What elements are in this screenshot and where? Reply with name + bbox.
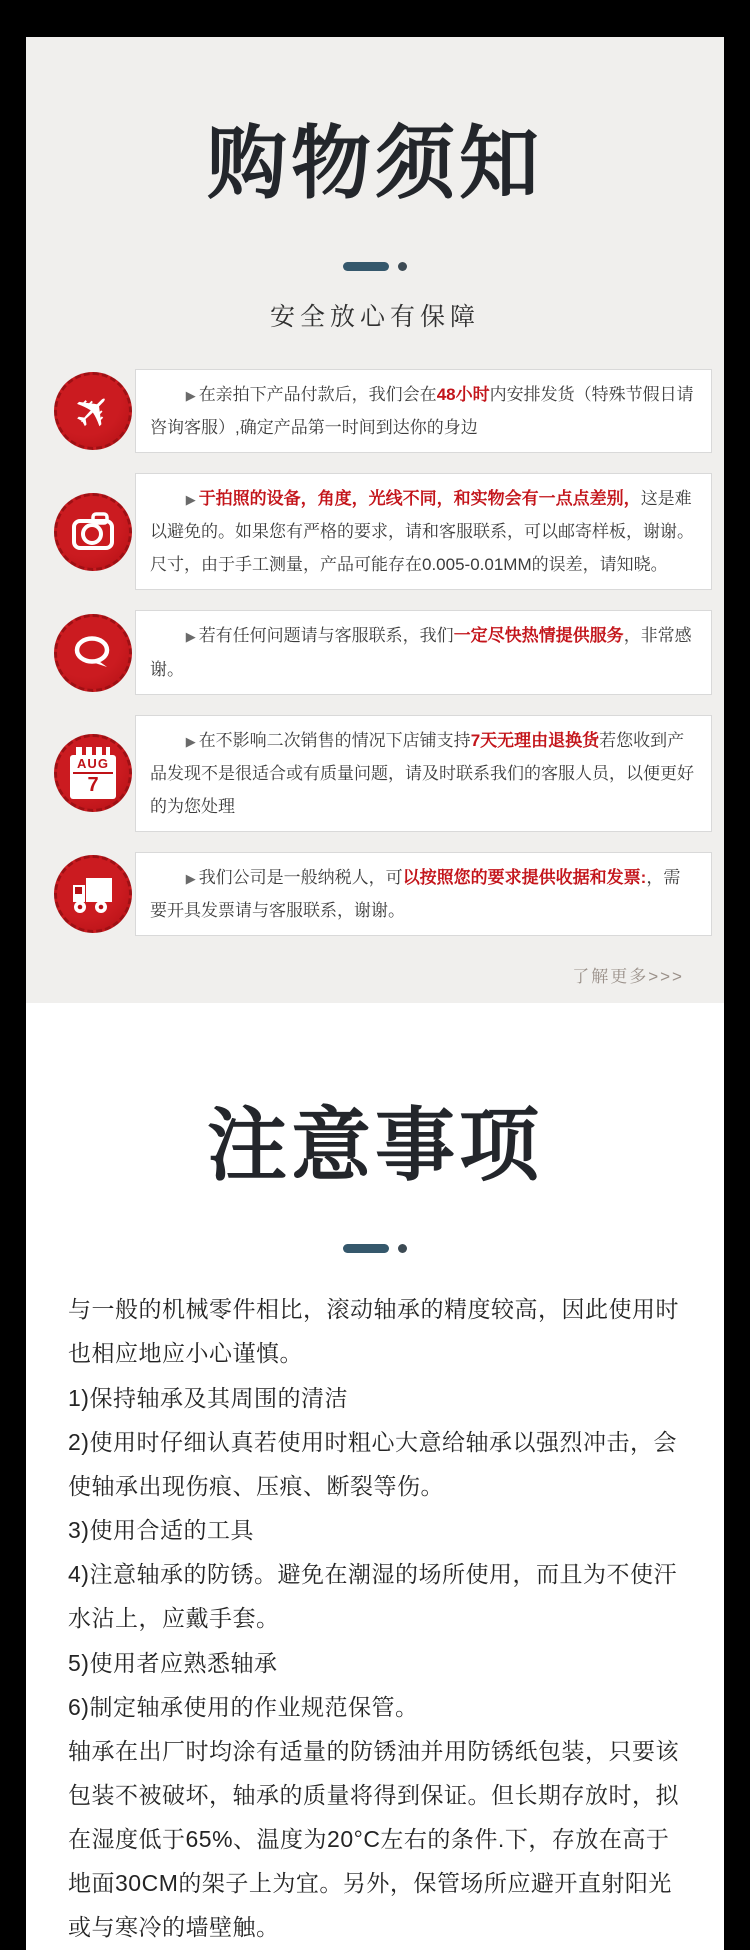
notice-list	[26, 369, 724, 937]
divider-dot	[398, 262, 407, 271]
precaution-paragraph: 1)保持轴承及其周围的清洁	[68, 1384, 348, 1411]
shopping-notice-subtitle: 安全放心有保障	[269, 302, 480, 331]
notice-box-photo	[135, 473, 712, 590]
arrow-marker: ▶	[185, 871, 196, 887]
calendar-day: 7	[87, 774, 99, 797]
highlight-text: 7天无理由退换货	[470, 730, 600, 750]
notice-row-service	[54, 610, 712, 694]
arrow-marker: ▶	[185, 387, 196, 403]
camera-icon	[54, 493, 132, 571]
chat-bubble-icon	[54, 614, 132, 692]
notice-box-invoice	[135, 852, 712, 936]
notice-text-invoice: ▶ 我们公司是一般纳税人，可以按照您的要求提供收据和发票:，需要开具发票请与客服联系，谢谢。	[150, 868, 681, 921]
notice-row-invoice	[54, 852, 712, 936]
divider-dot	[398, 1244, 407, 1253]
precautions-section	[26, 1003, 724, 1949]
shopping-notice-title: 购物须知	[207, 118, 543, 208]
airplane-icon: ✈	[54, 372, 132, 450]
precaution-paragraph: 4)注意轴承的防锈。避免在潮湿的场所使用，而且为不使汗水沾上，应戴手套。	[68, 1561, 677, 1632]
precaution-paragraph: 与一般的机械零件相比，滚动轴承的精度较高，因此使用时也相应地应小心谨慎。	[68, 1296, 679, 1367]
calendar-leaf	[70, 755, 116, 799]
precaution-paragraph: 3)使用合适的工具	[68, 1517, 254, 1544]
highlight-text: 48小时	[436, 384, 490, 404]
notice-row-photo	[54, 473, 712, 590]
precautions-title: 注意事项	[207, 1101, 543, 1191]
precaution-paragraph: 2)使用时仔细认真若使用时粗心大意给轴承以强烈冲击，会使轴承出现伤痕、压痕、断裂等伤。	[68, 1428, 677, 1499]
page	[0, 37, 750, 1941]
notice-row-return	[54, 715, 712, 832]
notice-text-service: ▶ 若有任何问题请与客服联系，我们一定尽快热情提供服务，非常感谢。	[150, 626, 692, 679]
notice-text-return: ▶ 在不影响二次销售的情况下店铺支持7天无理由退换货若您收到产品发现不是很适合或有质量问题，请及时联系我们的客服人员，以便更好的为您处理	[150, 730, 694, 817]
arrow-marker: ▶	[185, 629, 196, 645]
notice-row-shipping	[54, 369, 712, 453]
arrow-marker: ▶	[185, 492, 196, 508]
shopping-notice-section	[26, 37, 724, 1003]
title-divider	[26, 262, 724, 271]
notice-box-return	[135, 715, 712, 832]
calendar-teeth	[76, 747, 110, 755]
notice-text-shipping: ▶ 在亲拍下产品付款后，我们会在48小时内安排发货（特殊节假日请咨询客服）,确定产品第一时间到达你的身边	[150, 384, 694, 437]
learn-more-link[interactable]: 了解更多>>>	[572, 967, 684, 987]
arrow-marker: ▶	[185, 733, 196, 749]
precautions-text	[62, 1287, 688, 1949]
divider-pill	[343, 262, 389, 271]
precaution-paragraph: 5)使用者应熟悉轴承	[68, 1649, 278, 1676]
notice-text-photo: ▶ 于拍照的设备，角度，光线不同，和实物会有一点点差别，这是难以避免的。如果您有严格的要求，请和客服联系，可以邮寄样板，谢谢。尺寸，由于手工测量，产品可能存在0.005-0.01MM的误差，请知晓。	[150, 489, 694, 575]
highlight-text: 于拍照的设备，角度，光线不同，和实物会有一点点差别，	[198, 489, 641, 509]
precaution-paragraph: 6)制定轴承使用的作业规范保管。	[68, 1693, 419, 1720]
content-frame	[26, 37, 724, 1941]
highlight-text: 一定尽快热情提供服务	[453, 626, 624, 646]
calendar-icon	[54, 734, 132, 812]
notice-box-service	[135, 610, 712, 694]
title-divider-2	[62, 1244, 688, 1253]
precaution-paragraph: 轴承在出厂时均涂有适量的防锈油并用防锈纸包装，只要该包装不被破坏，轴承的质量将得到保证。但长期存放时，拟在湿度低于65%、温度为20°C左右的条件.下，存放在高于地面30CM的架子上为宜。另外，保管场所应避开直射阳光或与寒冷的墙壁触。	[68, 1737, 679, 1941]
highlight-text: 以按照您的要求提供收据和发票:	[402, 868, 647, 888]
calendar-month: AUG	[73, 756, 113, 774]
notice-box-shipping	[135, 369, 712, 453]
divider-pill	[343, 1244, 389, 1253]
truck-icon	[54, 855, 132, 933]
